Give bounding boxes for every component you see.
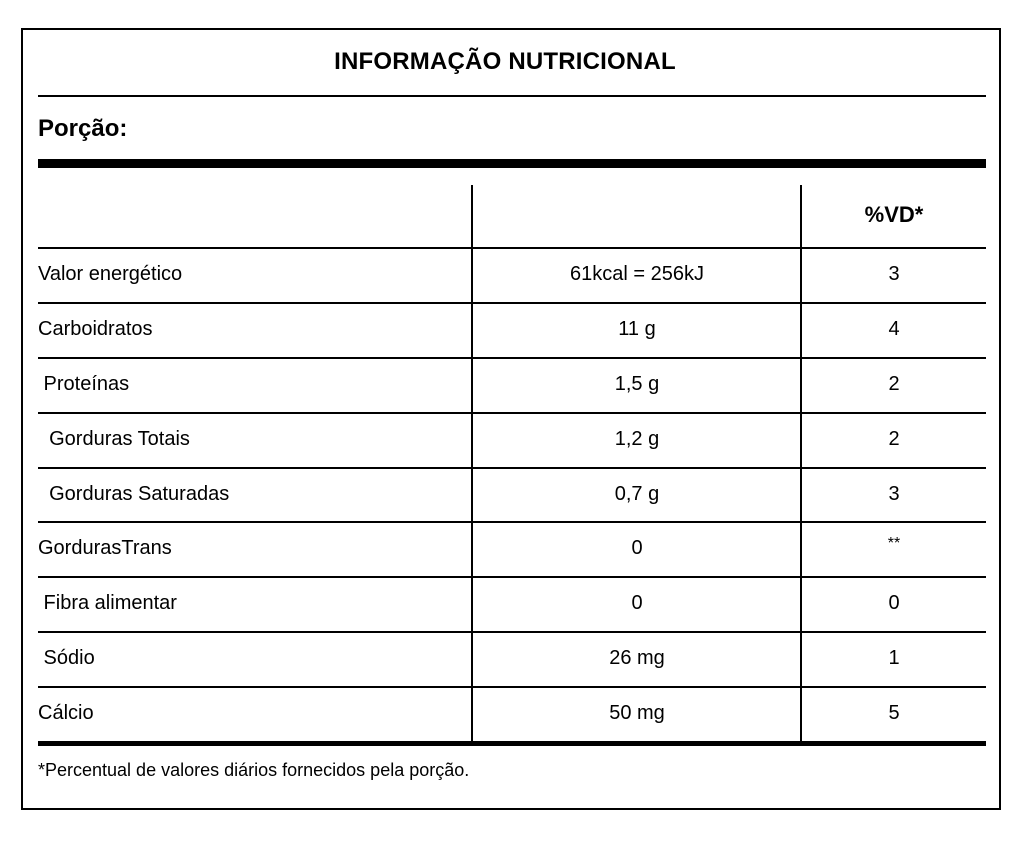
nutrient-amount: 50 mg — [609, 702, 665, 724]
nutrient-vd: 3 — [888, 483, 900, 505]
nutrient-amount: 1,5 g — [614, 373, 660, 395]
nutrient-vd: ** — [887, 535, 901, 552]
table-row — [38, 302, 986, 357]
table-row — [38, 247, 986, 302]
nutrient-name: Sódio — [38, 647, 95, 669]
nutrient-amount: 1,2 g — [614, 428, 660, 450]
thick-divider — [38, 159, 986, 168]
nutrient-name: Proteínas — [38, 373, 130, 395]
table-row — [38, 467, 986, 522]
nutrient-vd: 4 — [888, 318, 900, 340]
nutrient-name: GordurasTrans — [38, 537, 172, 559]
nutrient-vd: 2 — [888, 373, 900, 395]
footnote: *Percentual de valores diários fornecidos pela porção. — [38, 760, 470, 780]
nutrient-name: Valor energético — [38, 263, 183, 285]
portion-label: Porção: — [38, 115, 128, 142]
nutrient-vd: 3 — [888, 263, 900, 285]
nutrient-amount: 26 mg — [609, 647, 665, 669]
table-row — [38, 686, 986, 741]
table-bottom-divider — [38, 741, 986, 746]
nutrient-vd: 1 — [888, 647, 900, 669]
vd-column-header: %VD* — [864, 202, 924, 227]
nutrient-name: Gorduras Totais — [38, 428, 190, 450]
table-row — [38, 631, 986, 686]
nutrient-name: Fibra alimentar — [38, 592, 177, 614]
table-row — [38, 412, 986, 467]
table-row — [38, 576, 986, 631]
nutrient-amount: 0 — [631, 592, 643, 614]
label-title: INFORMAÇÃO NUTRICIONAL — [334, 48, 676, 75]
nutrient-name: Cálcio — [38, 702, 94, 724]
nutrient-amount: 11 g — [618, 318, 656, 340]
nutrient-vd: 5 — [888, 702, 900, 724]
table-row — [38, 357, 986, 412]
nutrient-amount: 0,7 g — [614, 483, 660, 505]
table-row — [38, 521, 986, 576]
nutrient-name: Gorduras Saturadas — [38, 483, 230, 505]
nutrient-name: Carboidratos — [38, 318, 153, 340]
nutrient-amount: 0 — [631, 537, 643, 559]
title-divider — [38, 95, 986, 97]
nutrient-amount: 61kcal = 256kJ — [570, 263, 704, 285]
nutrient-vd: 2 — [888, 428, 900, 450]
nutrient-vd: 0 — [888, 592, 900, 614]
